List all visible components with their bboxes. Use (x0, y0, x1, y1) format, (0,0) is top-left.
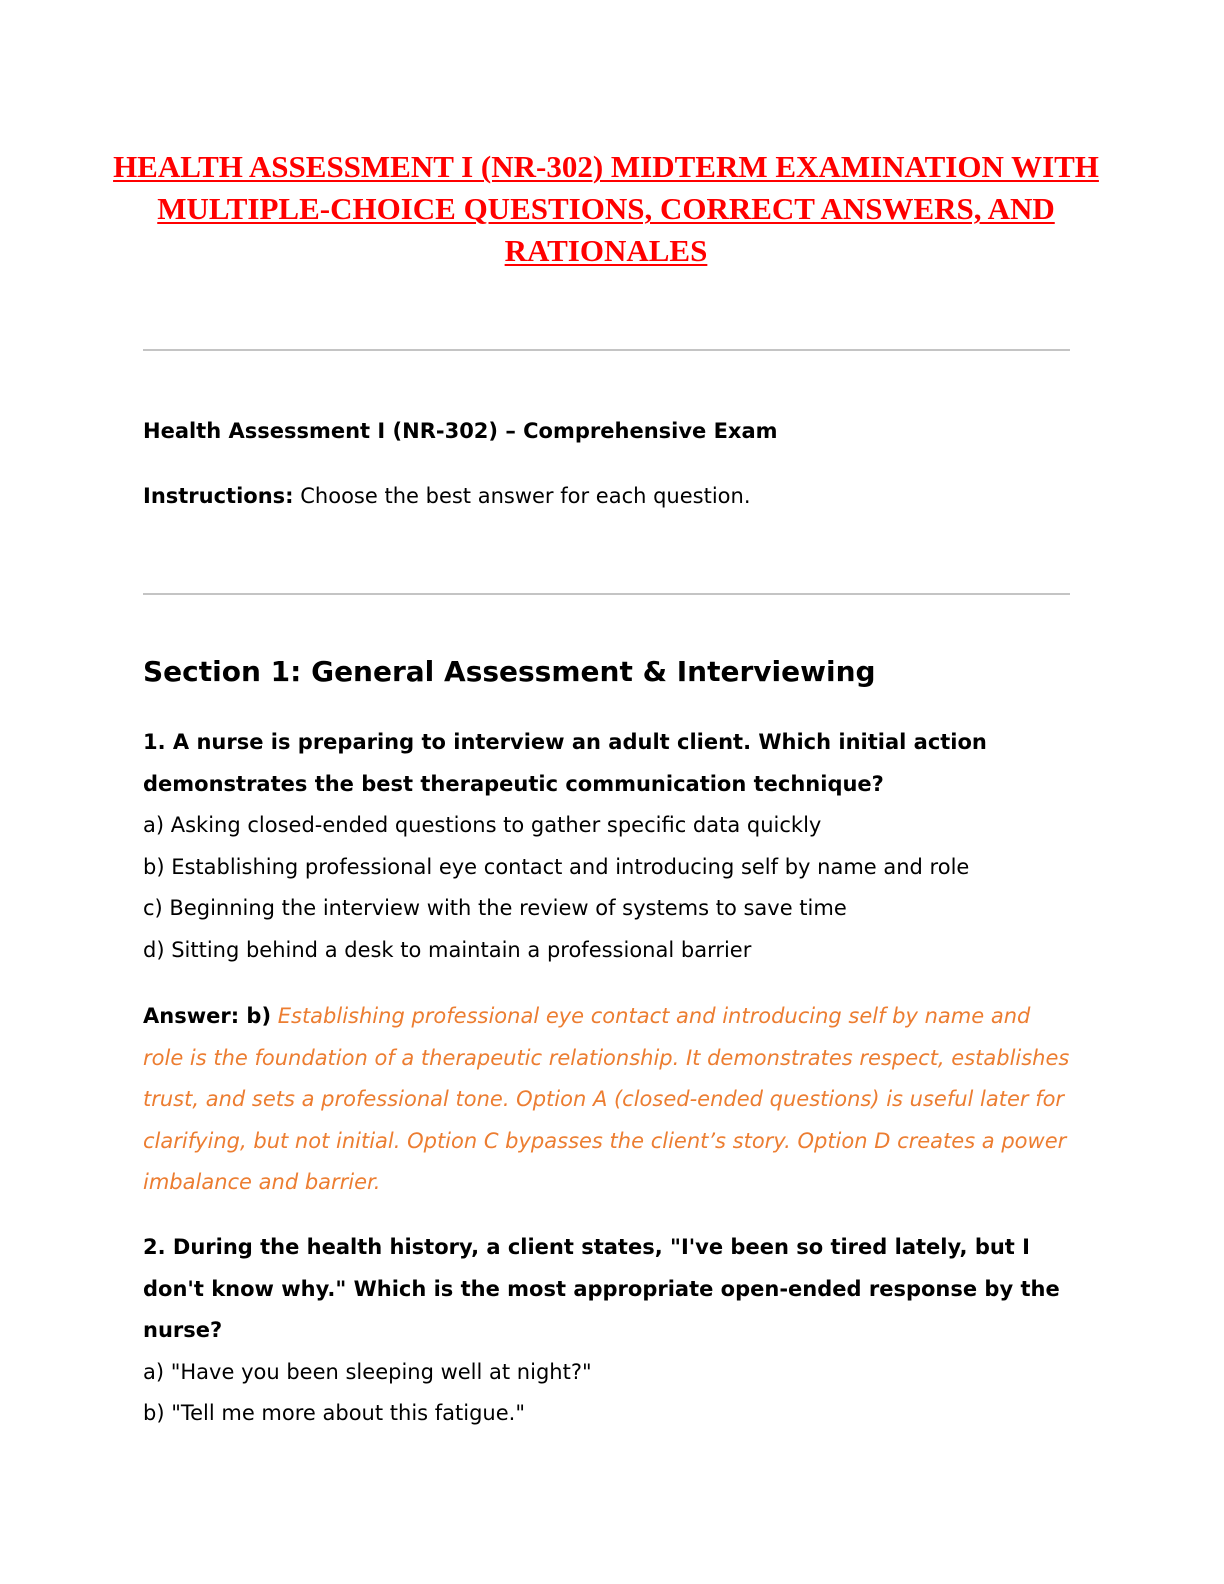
answer-option-a: a) Asking closed-ended questions to gather specific data quickly (143, 813, 822, 838)
question-1 (143, 722, 1073, 972)
instructions (143, 481, 751, 511)
answer-option-b: b) Establishing professional eye contact and introducing self by name and role (143, 854, 970, 879)
horizontal-divider (143, 593, 1070, 595)
answer-rationale-paragraph (143, 996, 1073, 1204)
answer-label: Answer: b) (143, 1004, 272, 1028)
answer-option-a: a) "Have you been sleeping well at night?" (143, 1359, 592, 1384)
document-title: HEALTH ASSESSMENT I (NR-302) MIDTERM EXAMINATION WITH MULTIPLE-CHOICE QUESTIONS, CORRECT ANSWERS, AND RATIONALES (113, 149, 1099, 268)
horizontal-divider (143, 349, 1070, 351)
question-2 (143, 1227, 1073, 1435)
question-stem: 2. During the health history, a client states, "I've been so tired lately, but I don't know why." Which is the most appropriate open-ended response by the nurse? (143, 1235, 1060, 1343)
question-1-answer (143, 996, 1073, 1204)
answer-option-d: d) Sitting behind a desk to maintain a professional barrier (143, 937, 752, 962)
section-heading: Section 1: General Assessment & Interviewing (143, 655, 876, 688)
instructions-label: Instructions: (143, 484, 294, 508)
exam-name: Health Assessment I (NR-302) – Comprehensive Exam (143, 419, 778, 443)
answer-option-b: b) "Tell me more about this fatigue." (143, 1401, 525, 1426)
answer-option-c: c) Beginning the interview with the review of systems to save time (143, 896, 847, 921)
rationale-text: Establishing professional eye contact and introducing self by name and role is the foundation of a therapeutic relationship. It demonstrates respect, establishes trust, and sets a professional tone. Option A (closed-ended questions) is useful later for clarifying, but not initial. Option C bypasses the client’s story. Option D creates a power imbalance and barrier. (143, 1004, 1070, 1195)
question-stem: 1. A nurse is preparing to interview an adult client. Which initial action demonstrates the best therapeutic communication technique? (143, 730, 987, 796)
instructions-text: Choose the best answer for each question. (300, 484, 751, 508)
